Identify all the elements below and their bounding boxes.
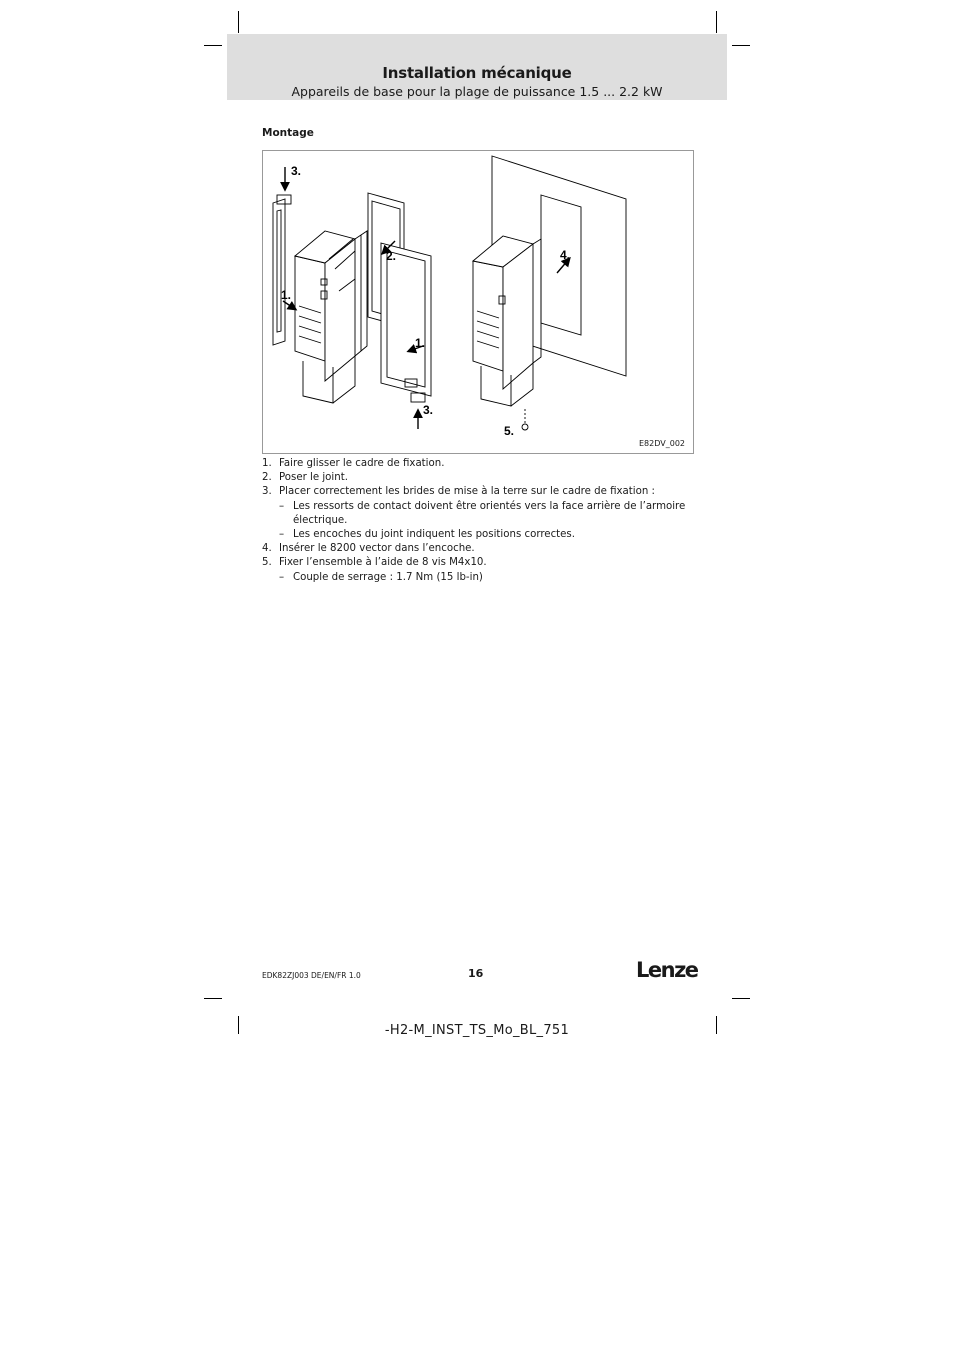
step-label-1-left: 1. bbox=[281, 288, 292, 302]
crop-mark bbox=[238, 11, 239, 33]
list-item bbox=[262, 471, 702, 485]
step-number: 4. bbox=[262, 543, 272, 555]
step-text: Poser le joint. bbox=[279, 472, 348, 484]
sub-text: Les encoches du joint indiquent les positions correctes. bbox=[293, 529, 575, 541]
crop-mark bbox=[204, 45, 222, 46]
crop-mark bbox=[732, 45, 750, 46]
steps-list bbox=[262, 457, 702, 585]
step-label-2: 2. bbox=[386, 249, 397, 263]
mounting-illustration bbox=[263, 151, 695, 455]
list-item bbox=[262, 542, 702, 556]
step-text: Insérer le 8200 vector dans l’encoche. bbox=[279, 543, 475, 555]
step-number: 5. bbox=[262, 557, 272, 569]
page-number: 16 bbox=[468, 967, 484, 980]
step-number: 3. bbox=[262, 486, 272, 498]
page-title: Installation mécanique bbox=[382, 64, 572, 82]
sub-text: Couple de serrage : 1.7 Nm (15 lb-in) bbox=[293, 571, 483, 583]
step-text: Faire glisser le cadre de fixation. bbox=[279, 458, 445, 469]
crop-mark bbox=[732, 998, 750, 999]
step-label-4: 4. bbox=[560, 248, 571, 262]
sub-item bbox=[262, 500, 702, 528]
dash-bullet: – bbox=[279, 529, 285, 541]
footer-doc-id: EDK82ZJ003 DE/EN/FR 1.0 bbox=[262, 971, 361, 980]
page-subtitle: Appareils de base pour la plage de puissance 1.5 ... 2.2 kW bbox=[291, 84, 663, 99]
step-text: Fixer l’ensemble à l’aide de 8 vis M4x10. bbox=[279, 557, 487, 569]
step-label-3-bottom: 3. bbox=[423, 403, 434, 417]
section-title: Montage bbox=[262, 127, 314, 139]
list-item bbox=[262, 457, 702, 471]
list-item bbox=[262, 556, 702, 570]
step-label-1-right: 1. bbox=[415, 336, 426, 350]
step-text: Placer correctement les brides de mise à la terre sur le cadre de fixation : bbox=[279, 486, 655, 498]
crop-mark bbox=[716, 11, 717, 33]
list-item bbox=[262, 485, 702, 499]
step-number: 2. bbox=[262, 472, 272, 484]
step-number: 1. bbox=[262, 458, 272, 469]
dash-bullet: – bbox=[279, 500, 285, 512]
sub-text: Les ressorts de contact doivent être orientés vers la face arrière de l’armoire électrique. bbox=[293, 500, 686, 526]
mounting-figure bbox=[262, 150, 694, 454]
sub-item bbox=[262, 571, 702, 585]
crop-mark bbox=[204, 998, 222, 999]
step-label-5: 5. bbox=[504, 424, 515, 438]
dash-bullet: – bbox=[279, 571, 285, 583]
sheet-code: -H2-M_INST_TS_Mo_BL_751 bbox=[384, 1023, 570, 1038]
figure-code: E82DV_002 bbox=[639, 439, 685, 448]
step-label-3-top: 3. bbox=[291, 164, 302, 178]
lenze-logo: Lenze bbox=[636, 958, 698, 982]
sub-item bbox=[262, 528, 702, 542]
